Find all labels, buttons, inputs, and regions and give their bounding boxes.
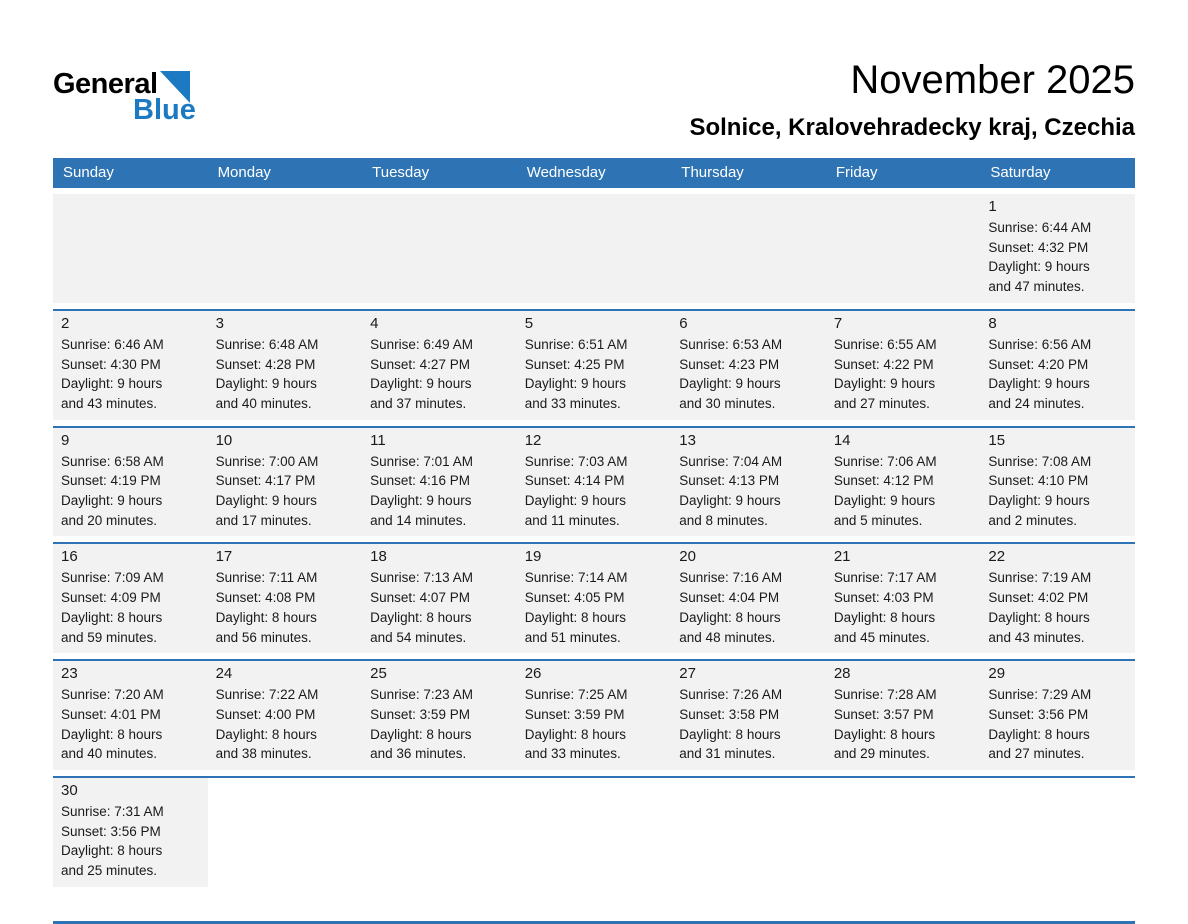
- day-info-line: Daylight: 8 hours: [215, 726, 317, 742]
- day-info-line: Sunset: 4:25 PM: [524, 356, 625, 372]
- day-cell-10: [208, 428, 363, 537]
- day-number: 10: [215, 431, 233, 449]
- day-info-line: and 8 minutes.: [679, 512, 768, 528]
- weekday-header-friday: Friday: [835, 164, 878, 181]
- week-row-6: [53, 776, 1135, 887]
- day-info-line: Sunrise: 7:23 AM: [370, 687, 473, 703]
- day-cell-14: [826, 428, 981, 537]
- empty-cell: [671, 194, 826, 303]
- day-info-line: Daylight: 9 hours: [988, 493, 1090, 509]
- day-cell-20: [671, 544, 826, 653]
- title-block: [689, 50, 1135, 142]
- weekday-header-wednesday: Wednesday: [526, 164, 606, 181]
- day-info-line: Daylight: 8 hours: [988, 726, 1090, 742]
- page-title: November 2025: [850, 58, 1135, 102]
- day-cell-3: [208, 311, 363, 420]
- day-info-line: Sunset: 4:12 PM: [833, 473, 934, 489]
- day-info-line: and 14 minutes.: [370, 512, 467, 528]
- day-number: 11: [370, 431, 386, 449]
- day-info-line: Sunrise: 7:22 AM: [215, 687, 319, 703]
- day-number: 20: [679, 548, 696, 566]
- day-number: 3: [215, 314, 224, 332]
- day-cell-9: [53, 428, 208, 537]
- day-info-line: Sunrise: 7:14 AM: [524, 570, 628, 586]
- day-info-line: and 40 minutes.: [61, 746, 158, 762]
- day-info-line: and 29 minutes.: [833, 746, 930, 762]
- day-info-line: Sunset: 4:08 PM: [215, 590, 316, 606]
- day-info-line: Sunrise: 6:49 AM: [370, 336, 473, 352]
- day-number: 24: [215, 665, 233, 683]
- day-info-line: and 30 minutes.: [679, 395, 776, 411]
- day-number: 23: [61, 665, 78, 683]
- day-info-line: Daylight: 9 hours: [833, 376, 936, 392]
- day-info-line: Sunrise: 7:04 AM: [679, 453, 783, 469]
- day-number: 14: [833, 431, 851, 449]
- day-info-line: and 2 minutes.: [988, 512, 1077, 528]
- empty-cell: [671, 778, 826, 887]
- day-cell-15: [980, 428, 1135, 537]
- weeks-container: [53, 194, 1135, 887]
- day-number: 30: [61, 782, 78, 800]
- empty-cell: [517, 778, 672, 887]
- day-info-line: Daylight: 8 hours: [370, 726, 472, 742]
- day-number: 25: [370, 665, 387, 683]
- day-info-line: Sunset: 4:20 PM: [988, 356, 1089, 372]
- day-cell-5: [517, 311, 672, 420]
- day-info-line: Sunset: 4:14 PM: [524, 473, 625, 489]
- day-info-line: Daylight: 8 hours: [833, 609, 936, 625]
- day-info-line: Sunrise: 7:28 AM: [833, 687, 937, 703]
- day-info-line: and 51 minutes.: [524, 629, 621, 645]
- day-info-line: Sunset: 4:07 PM: [370, 590, 470, 606]
- day-info-line: Daylight: 8 hours: [215, 609, 317, 625]
- day-info-line: Sunset: 4:03 PM: [833, 590, 934, 606]
- day-number: 19: [524, 548, 542, 566]
- day-info-line: Sunset: 4:05 PM: [524, 590, 625, 606]
- day-info-line: Sunrise: 6:48 AM: [215, 336, 319, 352]
- day-number: 9: [61, 431, 70, 449]
- day-info-line: Sunset: 4:04 PM: [679, 590, 780, 606]
- day-info-line: Sunset: 3:58 PM: [679, 706, 780, 722]
- day-info-line: Sunset: 4:30 PM: [61, 356, 161, 372]
- day-info-line: Sunrise: 7:26 AM: [679, 687, 783, 703]
- day-info-line: Sunset: 4:17 PM: [215, 473, 316, 489]
- day-info-line: Daylight: 9 hours: [988, 259, 1090, 275]
- day-info-line: Daylight: 9 hours: [524, 376, 627, 392]
- day-info-line: Daylight: 9 hours: [215, 376, 317, 392]
- day-info-line: Sunrise: 7:01 AM: [370, 453, 473, 469]
- week-row-4: [53, 542, 1135, 653]
- day-info-line: Sunset: 4:09 PM: [61, 590, 161, 606]
- day-number: 29: [988, 665, 1006, 683]
- day-info-line: Sunrise: 6:44 AM: [988, 220, 1092, 235]
- day-info-line: Sunrise: 7:25 AM: [524, 687, 628, 703]
- day-info-line: Sunset: 4:23 PM: [679, 356, 780, 372]
- week-row-1: [53, 194, 1135, 303]
- day-info-line: Sunrise: 7:09 AM: [61, 570, 164, 586]
- day-info-line: Sunrise: 7:31 AM: [61, 804, 164, 820]
- day-cell-24: [208, 661, 363, 770]
- day-info-line: and 24 minutes.: [988, 395, 1085, 411]
- day-cell-6: [671, 311, 826, 420]
- empty-cell: [53, 194, 208, 303]
- day-info-line: Sunset: 4:13 PM: [679, 473, 780, 489]
- day-info-line: Sunrise: 6:51 AM: [524, 336, 628, 352]
- day-info-line: and 37 minutes.: [370, 395, 467, 411]
- day-info-line: and 17 minutes.: [215, 512, 312, 528]
- day-info-line: Sunset: 4:28 PM: [215, 356, 316, 372]
- day-info-line: Sunset: 4:01 PM: [61, 706, 161, 722]
- day-info-line: Sunset: 3:56 PM: [61, 823, 161, 839]
- day-info-line: Daylight: 8 hours: [61, 843, 163, 859]
- day-info-line: Sunset: 4:16 PM: [370, 473, 470, 489]
- day-info-line: and 56 minutes.: [215, 629, 312, 645]
- day-info-line: and 5 minutes.: [833, 512, 923, 528]
- day-info-line: Sunrise: 7:29 AM: [988, 687, 1092, 703]
- empty-cell: [362, 194, 517, 303]
- day-number: 18: [370, 548, 387, 566]
- day-cell-18: [362, 544, 517, 653]
- day-info-line: Daylight: 8 hours: [524, 609, 627, 625]
- day-info-line: Sunrise: 6:58 AM: [61, 453, 164, 469]
- day-info-line: Sunset: 4:10 PM: [988, 473, 1089, 489]
- weekday-header-tuesday: Tuesday: [372, 164, 430, 181]
- day-info-line: Sunrise: 7:19 AM: [988, 570, 1092, 586]
- day-info-line: Daylight: 8 hours: [61, 609, 163, 625]
- empty-cell: [517, 194, 672, 303]
- logo-text-blue: Blue: [133, 94, 196, 126]
- day-info-line: Sunrise: 6:56 AM: [988, 336, 1092, 352]
- day-info-line: Daylight: 9 hours: [61, 376, 163, 392]
- empty-cell: [980, 778, 1135, 887]
- day-info-line: Sunrise: 7:08 AM: [988, 453, 1092, 469]
- day-number: 5: [524, 314, 534, 332]
- day-info-line: and 54 minutes.: [370, 629, 467, 645]
- day-info-line: Sunset: 3:59 PM: [524, 706, 625, 722]
- day-info-line: and 25 minutes.: [61, 863, 158, 879]
- day-cell-27: [671, 661, 826, 770]
- day-cell-2: [53, 311, 208, 420]
- empty-cell: [826, 194, 981, 303]
- day-info-line: Sunrise: 7:13 AM: [370, 570, 473, 586]
- day-info-line: Daylight: 9 hours: [679, 493, 781, 509]
- day-info-line: and 59 minutes.: [61, 629, 158, 645]
- day-number: 22: [988, 548, 1006, 566]
- day-info-line: and 38 minutes.: [215, 746, 312, 762]
- day-cell-1: [980, 194, 1135, 303]
- day-info-line: Sunrise: 7:03 AM: [524, 453, 628, 469]
- day-info-line: and 36 minutes.: [370, 746, 467, 762]
- day-info-line: Daylight: 8 hours: [370, 609, 472, 625]
- day-info-line: and 31 minutes.: [679, 746, 776, 762]
- day-info-line: Sunrise: 7:16 AM: [679, 570, 783, 586]
- day-cell-29: [980, 661, 1135, 770]
- day-info-line: Daylight: 8 hours: [61, 726, 163, 742]
- day-info-line: Sunset: 4:27 PM: [370, 356, 470, 372]
- day-number: 12: [524, 431, 542, 449]
- day-info-line: Daylight: 9 hours: [524, 493, 627, 509]
- day-info-line: Sunrise: 6:53 AM: [679, 336, 783, 352]
- day-info-line: and 33 minutes.: [524, 395, 621, 411]
- day-number: 1: [988, 198, 997, 215]
- calendar-grid: [53, 158, 1135, 887]
- day-info-line: and 27 minutes.: [833, 395, 930, 411]
- day-number: 26: [524, 665, 542, 683]
- day-info-line: Sunrise: 6:55 AM: [833, 336, 937, 352]
- day-info-line: Sunset: 4:32 PM: [988, 239, 1089, 255]
- day-cell-13: [671, 428, 826, 537]
- day-number: 27: [679, 665, 696, 683]
- day-info-line: Daylight: 9 hours: [370, 493, 472, 509]
- day-number: 8: [988, 314, 997, 332]
- day-cell-12: [517, 428, 672, 537]
- day-number: 17: [215, 548, 233, 566]
- day-info-line: Sunset: 3:56 PM: [988, 706, 1089, 722]
- day-info-line: and 47 minutes.: [988, 279, 1085, 295]
- day-cell-11: [362, 428, 517, 537]
- day-info-line: and 20 minutes.: [61, 512, 158, 528]
- day-cell-30: [53, 778, 208, 887]
- day-info-line: Daylight: 8 hours: [988, 609, 1090, 625]
- day-info-line: Daylight: 9 hours: [215, 493, 317, 509]
- day-info-line: and 27 minutes.: [988, 746, 1085, 762]
- day-cell-25: [362, 661, 517, 770]
- week-row-2: [53, 309, 1135, 420]
- day-info-line: and 40 minutes.: [215, 395, 312, 411]
- weekday-header-monday: Monday: [217, 164, 271, 181]
- day-info-line: Daylight: 9 hours: [833, 493, 936, 509]
- day-cell-23: [53, 661, 208, 770]
- day-info-line: and 11 minutes.: [524, 512, 620, 528]
- day-number: 6: [679, 314, 688, 332]
- day-cell-28: [826, 661, 981, 770]
- day-info-line: Daylight: 8 hours: [833, 726, 936, 742]
- weekday-header-sunday: Sunday: [63, 164, 114, 181]
- empty-cell: [362, 778, 517, 887]
- footer-divider: [53, 921, 1135, 924]
- day-info-line: and 33 minutes.: [524, 746, 621, 762]
- weekday-header-thursday: Thursday: [681, 164, 744, 181]
- logo-text-general: General: [53, 68, 158, 100]
- day-number: 15: [988, 431, 1006, 449]
- day-number: 28: [833, 665, 851, 683]
- day-info-line: Sunrise: 7:17 AM: [833, 570, 937, 586]
- day-info-line: Daylight: 9 hours: [679, 376, 781, 392]
- day-info-line: Daylight: 8 hours: [679, 726, 781, 742]
- day-cell-19: [517, 544, 672, 653]
- weekday-header-row: [53, 158, 1135, 188]
- day-number: 13: [679, 431, 696, 449]
- empty-cell: [826, 778, 981, 887]
- day-info-line: Sunset: 4:19 PM: [61, 473, 161, 489]
- page-header: [53, 50, 1135, 142]
- empty-cell: [208, 778, 363, 887]
- day-cell-4: [362, 311, 517, 420]
- day-info-line: Sunset: 4:22 PM: [833, 356, 934, 372]
- day-info-line: Daylight: 8 hours: [524, 726, 627, 742]
- day-info-line: Sunset: 3:57 PM: [833, 706, 934, 722]
- day-info-line: and 48 minutes.: [679, 629, 776, 645]
- day-cell-17: [208, 544, 363, 653]
- day-info-line: Sunrise: 7:00 AM: [215, 453, 319, 469]
- weekday-header-saturday: Saturday: [990, 164, 1051, 181]
- day-info-line: Daylight: 9 hours: [988, 376, 1090, 392]
- day-info-line: Daylight: 9 hours: [61, 493, 163, 509]
- day-info-line: Sunrise: 7:06 AM: [833, 453, 937, 469]
- day-cell-26: [517, 661, 672, 770]
- day-number: 16: [61, 548, 78, 566]
- week-row-5: [53, 659, 1135, 770]
- page-subtitle: Solnice, Kralovehradecky kraj, Czechia: [689, 114, 1135, 141]
- day-cell-8: [980, 311, 1135, 420]
- general-blue-logo: [53, 50, 196, 125]
- day-info-line: Daylight: 8 hours: [679, 609, 781, 625]
- day-info-line: Sunrise: 7:11 AM: [215, 570, 318, 586]
- day-number: 21: [833, 548, 851, 566]
- day-info-line: and 45 minutes.: [833, 629, 930, 645]
- day-info-line: Sunrise: 7:20 AM: [61, 687, 164, 703]
- day-cell-16: [53, 544, 208, 653]
- day-info-line: Sunset: 3:59 PM: [370, 706, 470, 722]
- day-number: 7: [833, 314, 843, 332]
- week-row-3: [53, 426, 1135, 537]
- day-info-line: Sunrise: 6:46 AM: [61, 336, 164, 352]
- day-info-line: Sunset: 4:00 PM: [215, 706, 316, 722]
- day-info-line: and 43 minutes.: [988, 629, 1085, 645]
- day-info-line: and 43 minutes.: [61, 395, 158, 411]
- day-cell-7: [826, 311, 981, 420]
- day-number: 4: [370, 314, 379, 332]
- day-info-line: Sunset: 4:02 PM: [988, 590, 1089, 606]
- day-cell-22: [980, 544, 1135, 653]
- day-cell-21: [826, 544, 981, 653]
- empty-cell: [208, 194, 363, 303]
- day-info-line: Daylight: 9 hours: [370, 376, 472, 392]
- day-number: 2: [61, 314, 70, 332]
